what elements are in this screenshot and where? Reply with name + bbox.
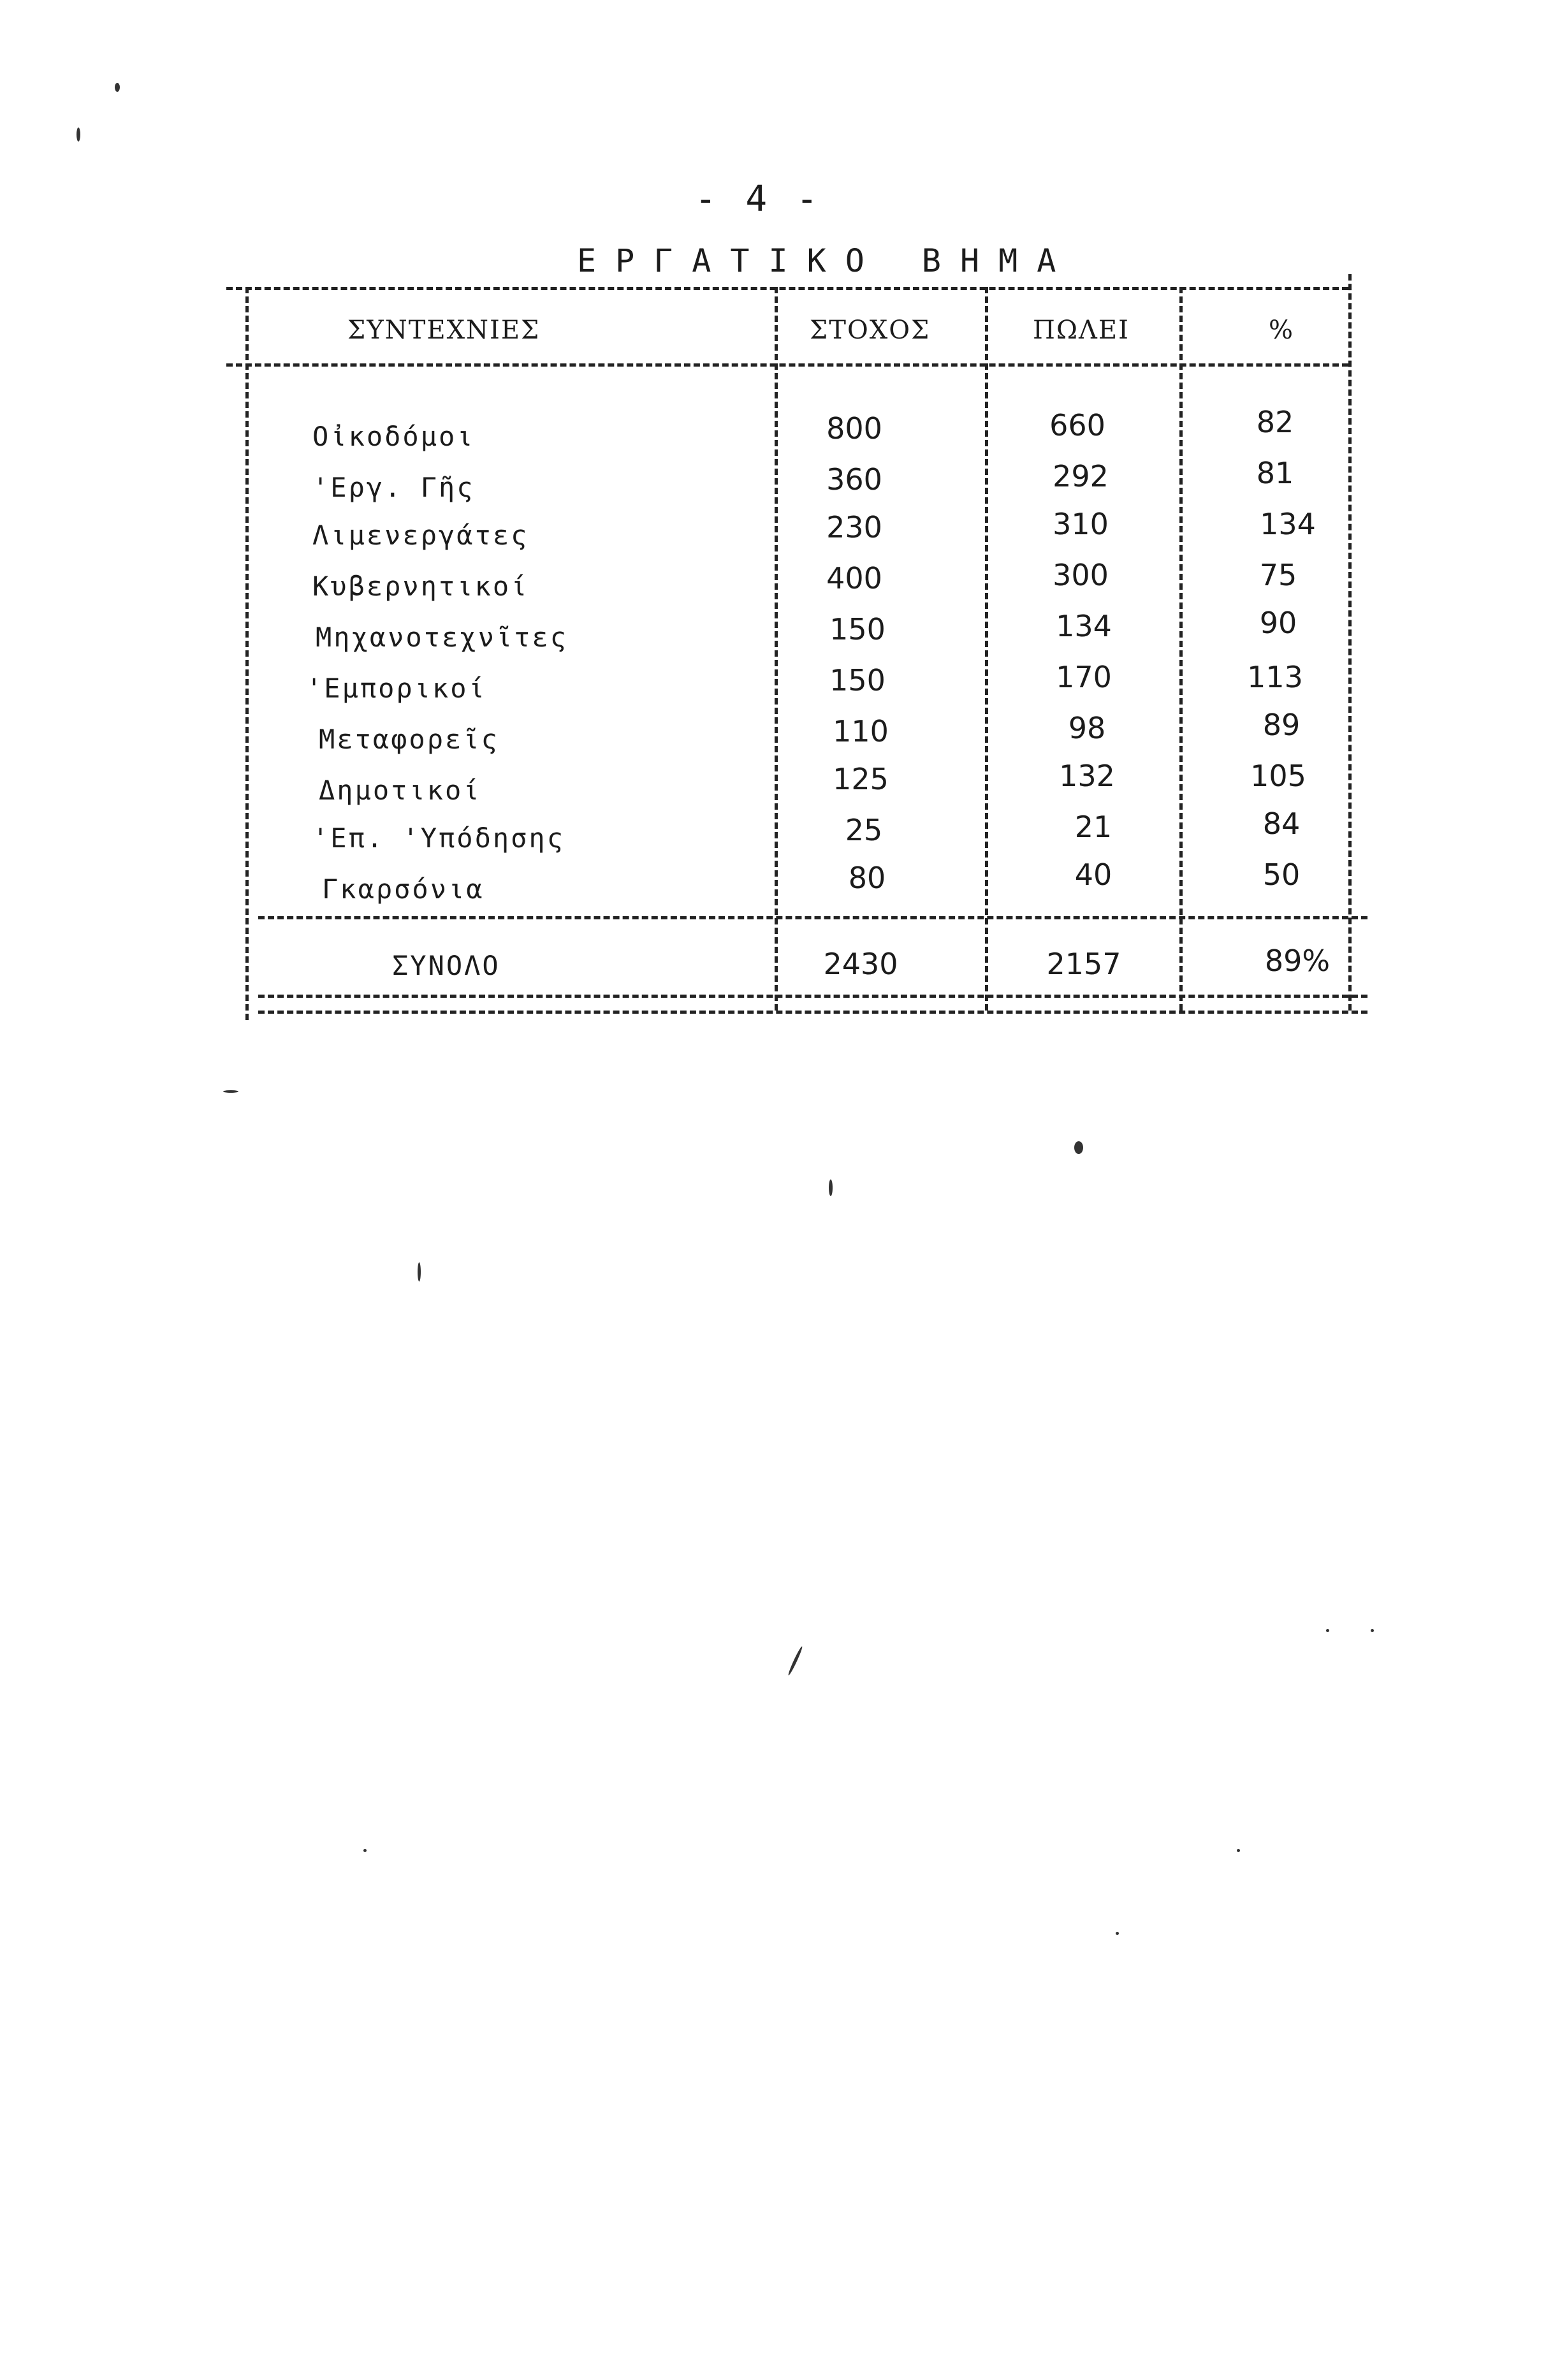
scan-speck [223,1090,238,1093]
header-sold: ΠΩΛΕΙ [1033,316,1130,345]
row-target: 25 [845,813,883,847]
row-name: Κυβερνητικοί [312,571,529,602]
scan-speck [1074,1141,1083,1154]
row-name: 'Επ. 'Υπόδησης [312,822,565,854]
row-percent: 81 [1256,456,1294,490]
row-sold: 292 [1053,459,1109,493]
total-percent: 89% [1264,944,1331,978]
row-percent: 105 [1250,759,1306,793]
row-sold: 21 [1074,810,1112,844]
row-percent: 75 [1259,558,1297,592]
row-sold: 40 [1074,858,1112,892]
page-number: - 4 - [695,179,822,220]
row-target: 150 [829,612,886,646]
row-name: Οἰκοδόμοι [312,421,475,452]
row-target: 800 [826,411,882,446]
table-title: ΕΡΓΑΤΙΚΟ ΒΗΜΑ [577,242,1076,279]
table-right-rule [1348,274,1352,1011]
scan-speck [363,1849,367,1852]
row-sold: 134 [1056,609,1112,643]
header-unions: ΣΥΝΤΕΧΝΙΕΣ [347,316,541,345]
table-col-rule-2 [985,287,988,1011]
row-percent: 89 [1262,708,1301,742]
row-sold: 98 [1068,711,1106,745]
row-target: 125 [833,762,889,796]
table-col-rule-3 [1179,287,1183,1011]
row-target: 360 [826,462,882,497]
scan-speck [829,1179,833,1196]
table-total-mid-rule [258,995,1367,998]
table-left-rule [245,287,249,1020]
row-sold: 660 [1049,408,1105,442]
row-target: 80 [848,861,886,895]
row-name: 'Εργ. Γῆς [312,472,475,503]
scan-speck [418,1262,421,1281]
row-percent: 82 [1256,405,1294,439]
total-label: ΣΥΝΟΛΟ [392,950,500,981]
row-name: Μεταφορεῖς [319,724,499,755]
scan-speck [1237,1849,1240,1852]
row-name: Γκαρσόνια [322,873,485,905]
row-percent: 113 [1247,660,1303,694]
row-sold: 170 [1056,660,1112,694]
row-target: 110 [833,714,889,748]
row-percent: 84 [1262,807,1301,841]
row-target: 150 [829,663,886,697]
scan-speck [1326,1629,1329,1632]
row-name: Δημοτικοί [319,775,481,806]
row-percent: 134 [1260,507,1316,541]
row-target: 400 [826,561,882,595]
header-percent: % [1269,316,1295,345]
row-sold: 310 [1053,507,1109,541]
scan-speck [115,83,120,92]
table-col-rule-1 [775,287,778,1011]
row-percent: 50 [1262,858,1301,892]
table-bottom-rule [258,1011,1367,1014]
scan-speck [1371,1629,1374,1632]
table-total-rule [258,916,1367,919]
total-sold: 2157 [1046,947,1121,981]
total-target: 2430 [823,947,898,981]
row-sold: 300 [1053,558,1109,592]
row-name: 'Εμπορικοί [306,673,486,704]
row-target: 230 [826,510,882,544]
scan-speck [1116,1932,1119,1935]
scan-speck [77,128,80,142]
header-target: ΣΤΟΧΟΣ [810,316,931,345]
scan-speck [787,1646,804,1675]
row-percent: 90 [1259,606,1297,640]
row-sold: 132 [1059,759,1115,793]
row-name: Μηχανοτεχνῖτες [316,622,569,653]
row-name: Λιμενεργάτες [312,520,529,551]
